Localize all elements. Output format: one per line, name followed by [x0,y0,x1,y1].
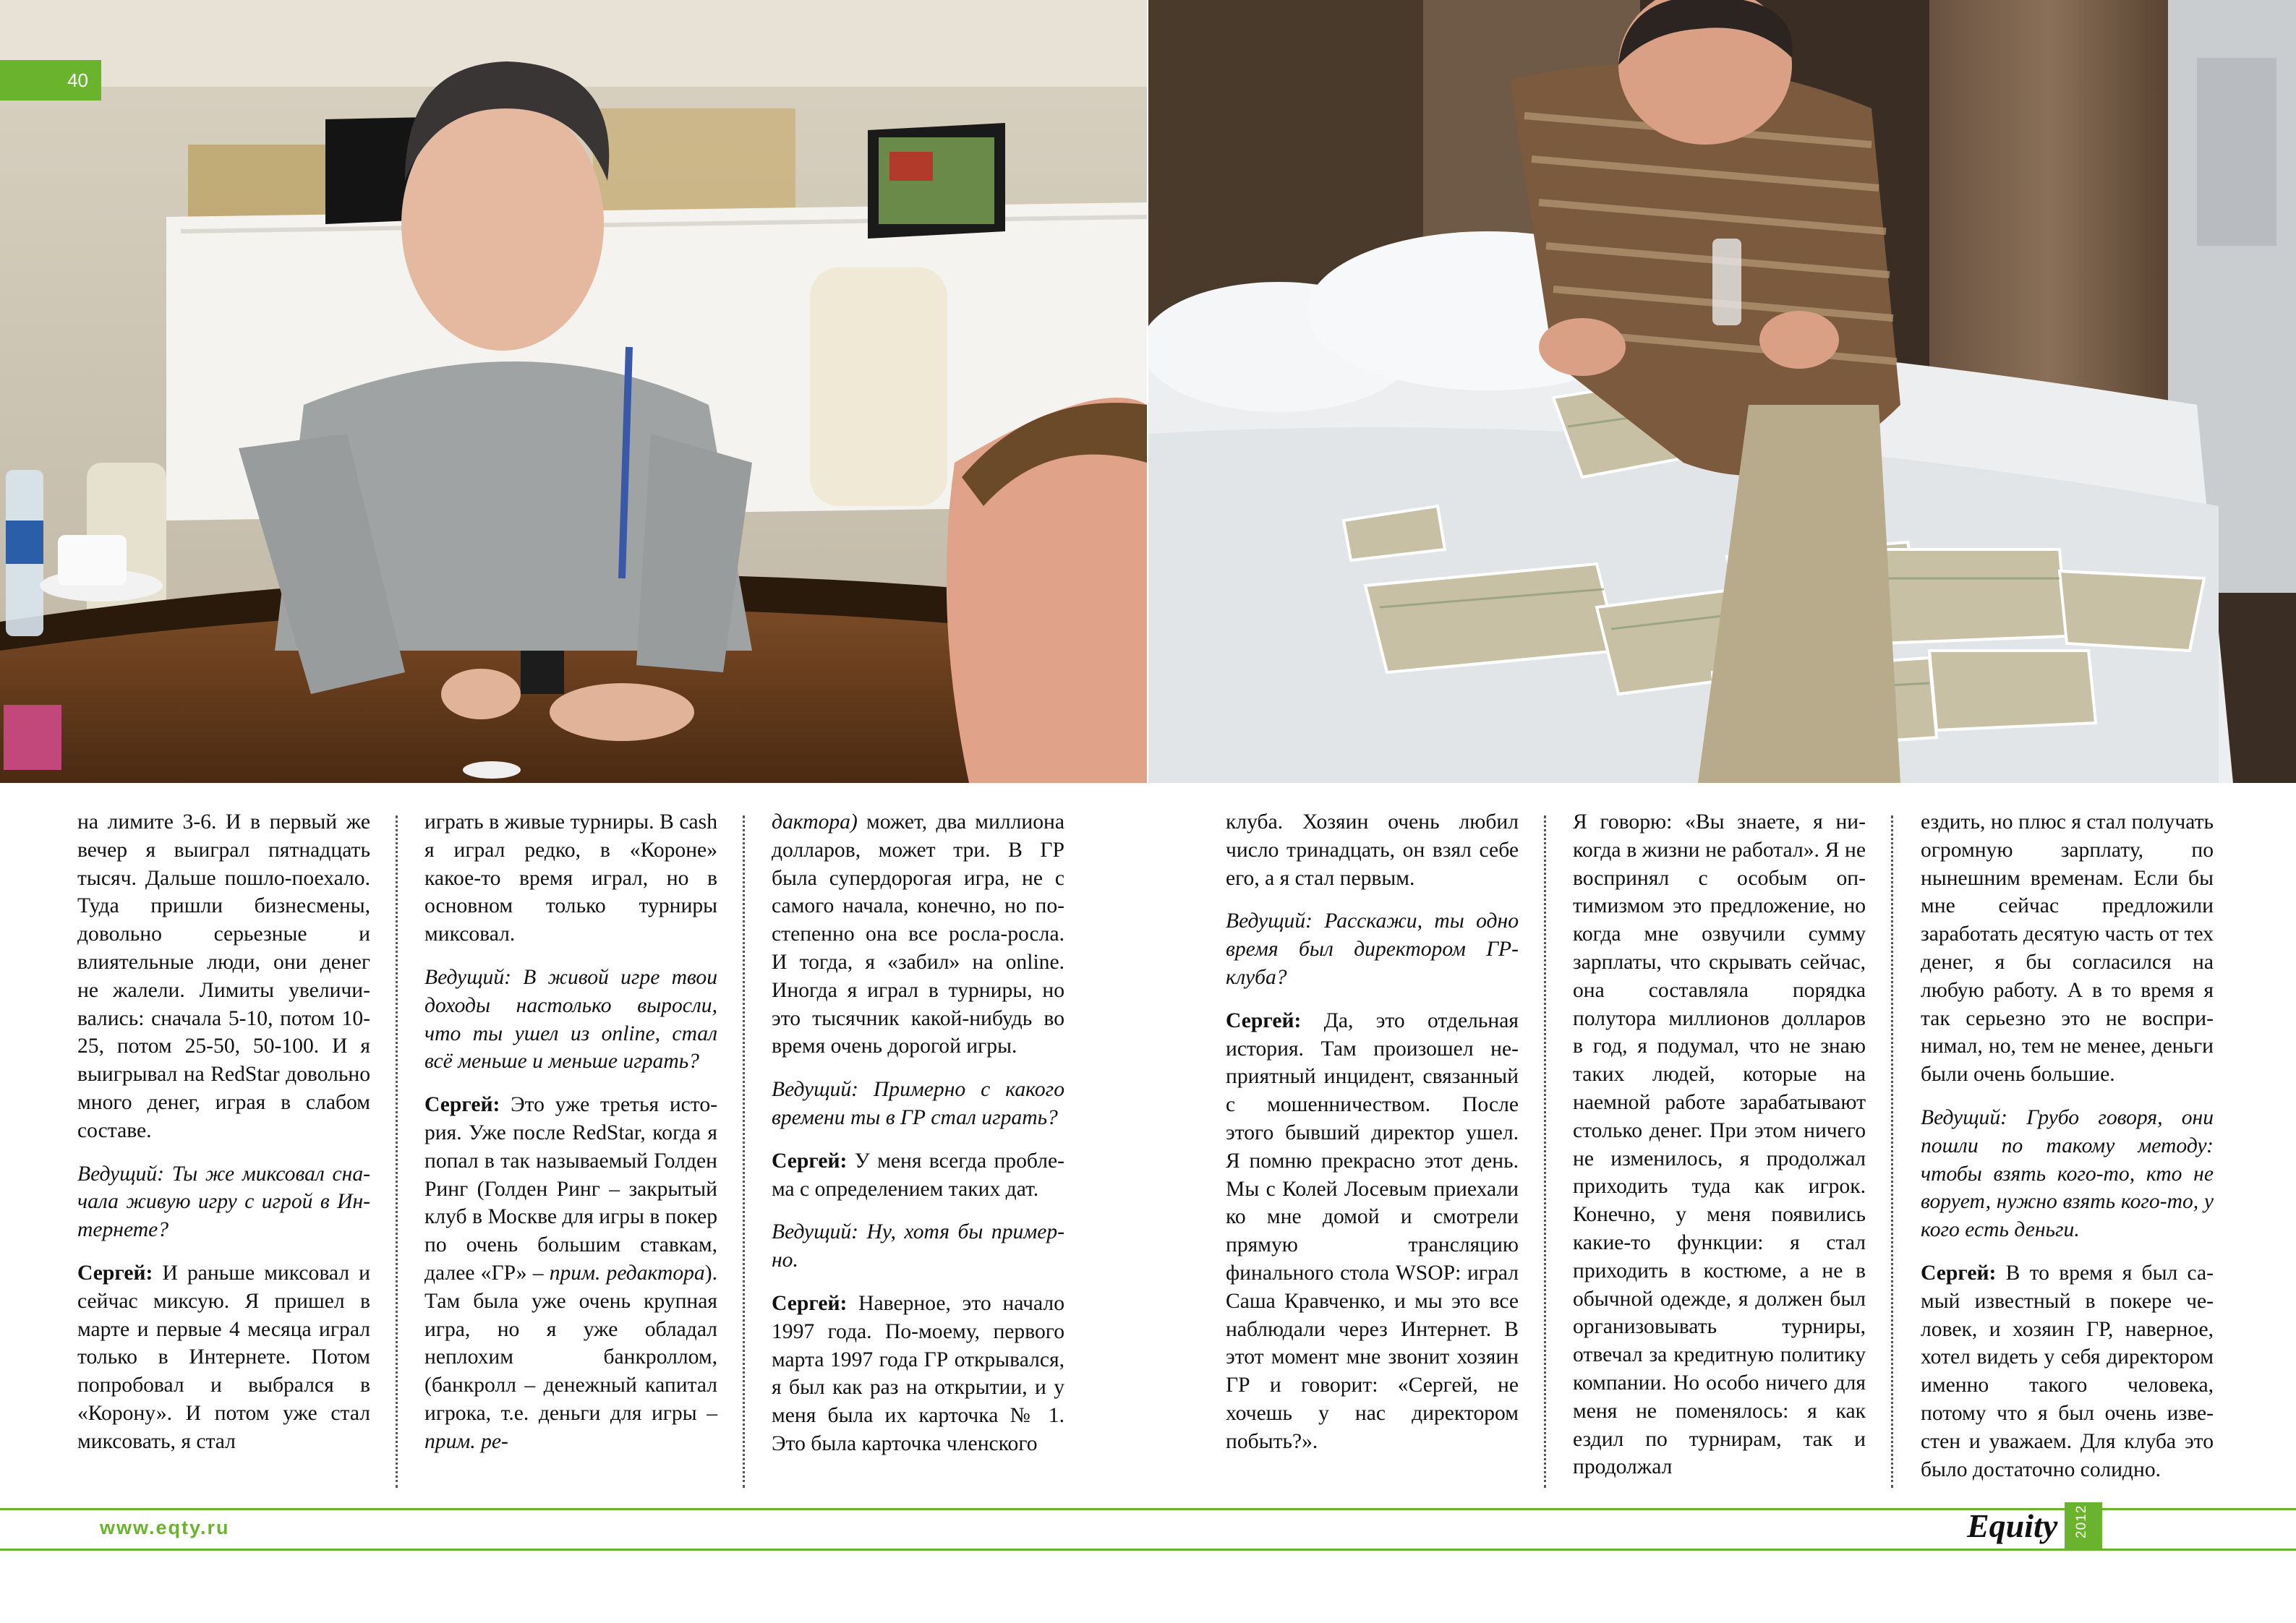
interviewer-question: Ведущий: Примерно с какого времени ты в ГР стал играть? [772,1078,1064,1129]
interviewer-question: Ведущий: Ты же миксовал сначала живую игру с игрой в Интернете? [77,1162,370,1242]
article-paragraph: Сергей: Это уже третья история. Уже после RedStar, когда я попал в так называемый Голден Ринг (Голден Ринг – закрытый клуб в Москве для игры в покер по очень большим ставкам, далее «ГР» – прим. редактора). Там была уже очень крупная игра, но я уже обладал неплохим банкроллом, (банкролл – денежный капитал игрока, т.е. деньги для игры – прим. ре- [424,1093,717,1453]
article-paragraph: Я говорю: «Вы знаете, я никогда в жизни не работал». Я не воспринял с особым оптимизмом это предложение, но когда мне озвучили сумму зарплаты, что скрывать сейчас, она составляла порядка полутора миллионов долларов в год, я подумал, что не знаю таких людей, которые на наемной работе зарабатывают столько денег. При этом ничего не изменилось, я продолжал приходить туда как игрок. Конечно, у меня появились какие-то функции: я стал приходить в костюме, а не в обычной одежде, я должен был организовывать турниры, отвечал за кредитную политику компании. Но особо ничего для меня не поменялось: я как ездил по турнирам, так и продолжал [1573,810,1866,1479]
article-column-3 [772,808,1064,1473]
article-paragraph: Сергей: Да, это отдельная история. Там произошел неприятный инцидент, связанный с мошенничеством. После этого бывший директор ушел. Я помню прекрасно этот день. Мы с Колей Лосевым приехали ко мне домой и смотрели прямую трансляцию финального стола WSOP: играл Саша Кравченко, и мы это все наблюдали через Интернет. В этот момент мне звонит хозяин ГР и говорит: «Сергей, не хочешь у нас директором побыть?». [1226,1009,1519,1453]
column-separator [396,815,398,1488]
column-separator [1891,815,1893,1488]
column-separator [743,815,745,1488]
article-paragraph: Сергей: У меня всегда проблема с определением таких дат. [772,1149,1064,1201]
equity-logo: Equity [1967,1507,2058,1544]
article-column-6 [1921,808,2214,1499]
column-separator [1544,815,1546,1488]
poker-table-photo [0,0,1147,783]
footer-site-url: www.eqty.ru [100,1517,230,1538]
article-column-5 [1573,808,1866,1496]
money-on-bed-photo [1148,0,2296,783]
page-number: 40 [0,60,101,100]
interviewer-question: Ведущий: Грубо говоря, они пошли по такому методу: чтобы взять кого-то, кто не ворует, нужно взять кого-то, у кого есть деньги. [1921,1105,2214,1242]
article-paragraph: на лимите 3-6. И в первый же вечер я выиграл пятнадцать тысяч. Дальше пошло-поехало. Туда пришли бизнесмены, довольно серьезные и влиятельные люди, они денег не жалели. Лимиты увеличивались: сначала 5-10, потом 10-25, потом 25-50, 50-100. И я выигрывал на RedStar довольно много денег, играя в слабом составе. [77,810,370,1142]
article-paragraph: дактора) может, два миллиона долларов, может три. В ГР была супердорогая игра, не с самого начала, конечно, но постепенно она все росла-росла. И тогда, я «забил» на online. Иногда я играл в турниры, но это тысячник какой-нибудь во время очень дорогой игры. [772,810,1064,1058]
year-tab [2065,1502,2102,1550]
interviewer-question: Ведущий: Ну, хотя бы примерно. [772,1220,1064,1272]
footer-rule-bottom [0,1549,2296,1551]
footer-year: 2012 [2074,1504,2089,1538]
article-paragraph: клуба. Хозяин очень любил число тринадцать, он взял себе его, а я стал первым. [1226,810,1519,890]
article-paragraph: Сергей: В то время я был самый известный в покере человек, и хозяин ГР, наверное, хотел видеть у себя директором именно такого человека, потому что я был очень известен и уважаем. Для клуба это было достаточно солидно. [1921,1261,2214,1481]
article-paragraph: ездить, но плюс я стал получать огромную зарплату, по нынешним временам. Если бы мне сейчас предложили заработать десятую часть от тех денег, я бы согласился на любую работу. А в то время я так серьезно это не воспринимал, но, тем не менее, деньги были очень большие. [1921,810,2214,1087]
article-column-4 [1226,808,1519,1471]
interviewer-question: Ведущий: Расскажи, ты одно время был директором ГР-клуба? [1226,909,1519,989]
article-paragraph: Сергей: Наверное, это начало 1997 года. По-моему, первого марта 1997 года ГР открывался, я был как раз на открытии, и у меня была их карточка № 1. Это была карточка членского [772,1291,1064,1455]
article-paragraph: играть в живые турниры. В cash я играл редко, в «Короне» какое-то время играл, но в основном только турниры миксовал. [424,810,717,946]
article-column-1 [77,808,370,1471]
article-paragraph: Сергей: И раньше миксовал и сейчас миксую. Я пришел в марте и первые 4 месяца играл только в Интернете. Потом попробовал и выбрался в «Корону». И потом уже стал миксовать, я стал [77,1261,370,1453]
article-column-2 [424,808,717,1471]
footer-rule-top [0,1508,2296,1510]
interviewer-question: Ведущий: В живой игре твои доходы настолько выросли, что ты ушел из online, стал всё меньше и меньше играть? [424,965,717,1074]
